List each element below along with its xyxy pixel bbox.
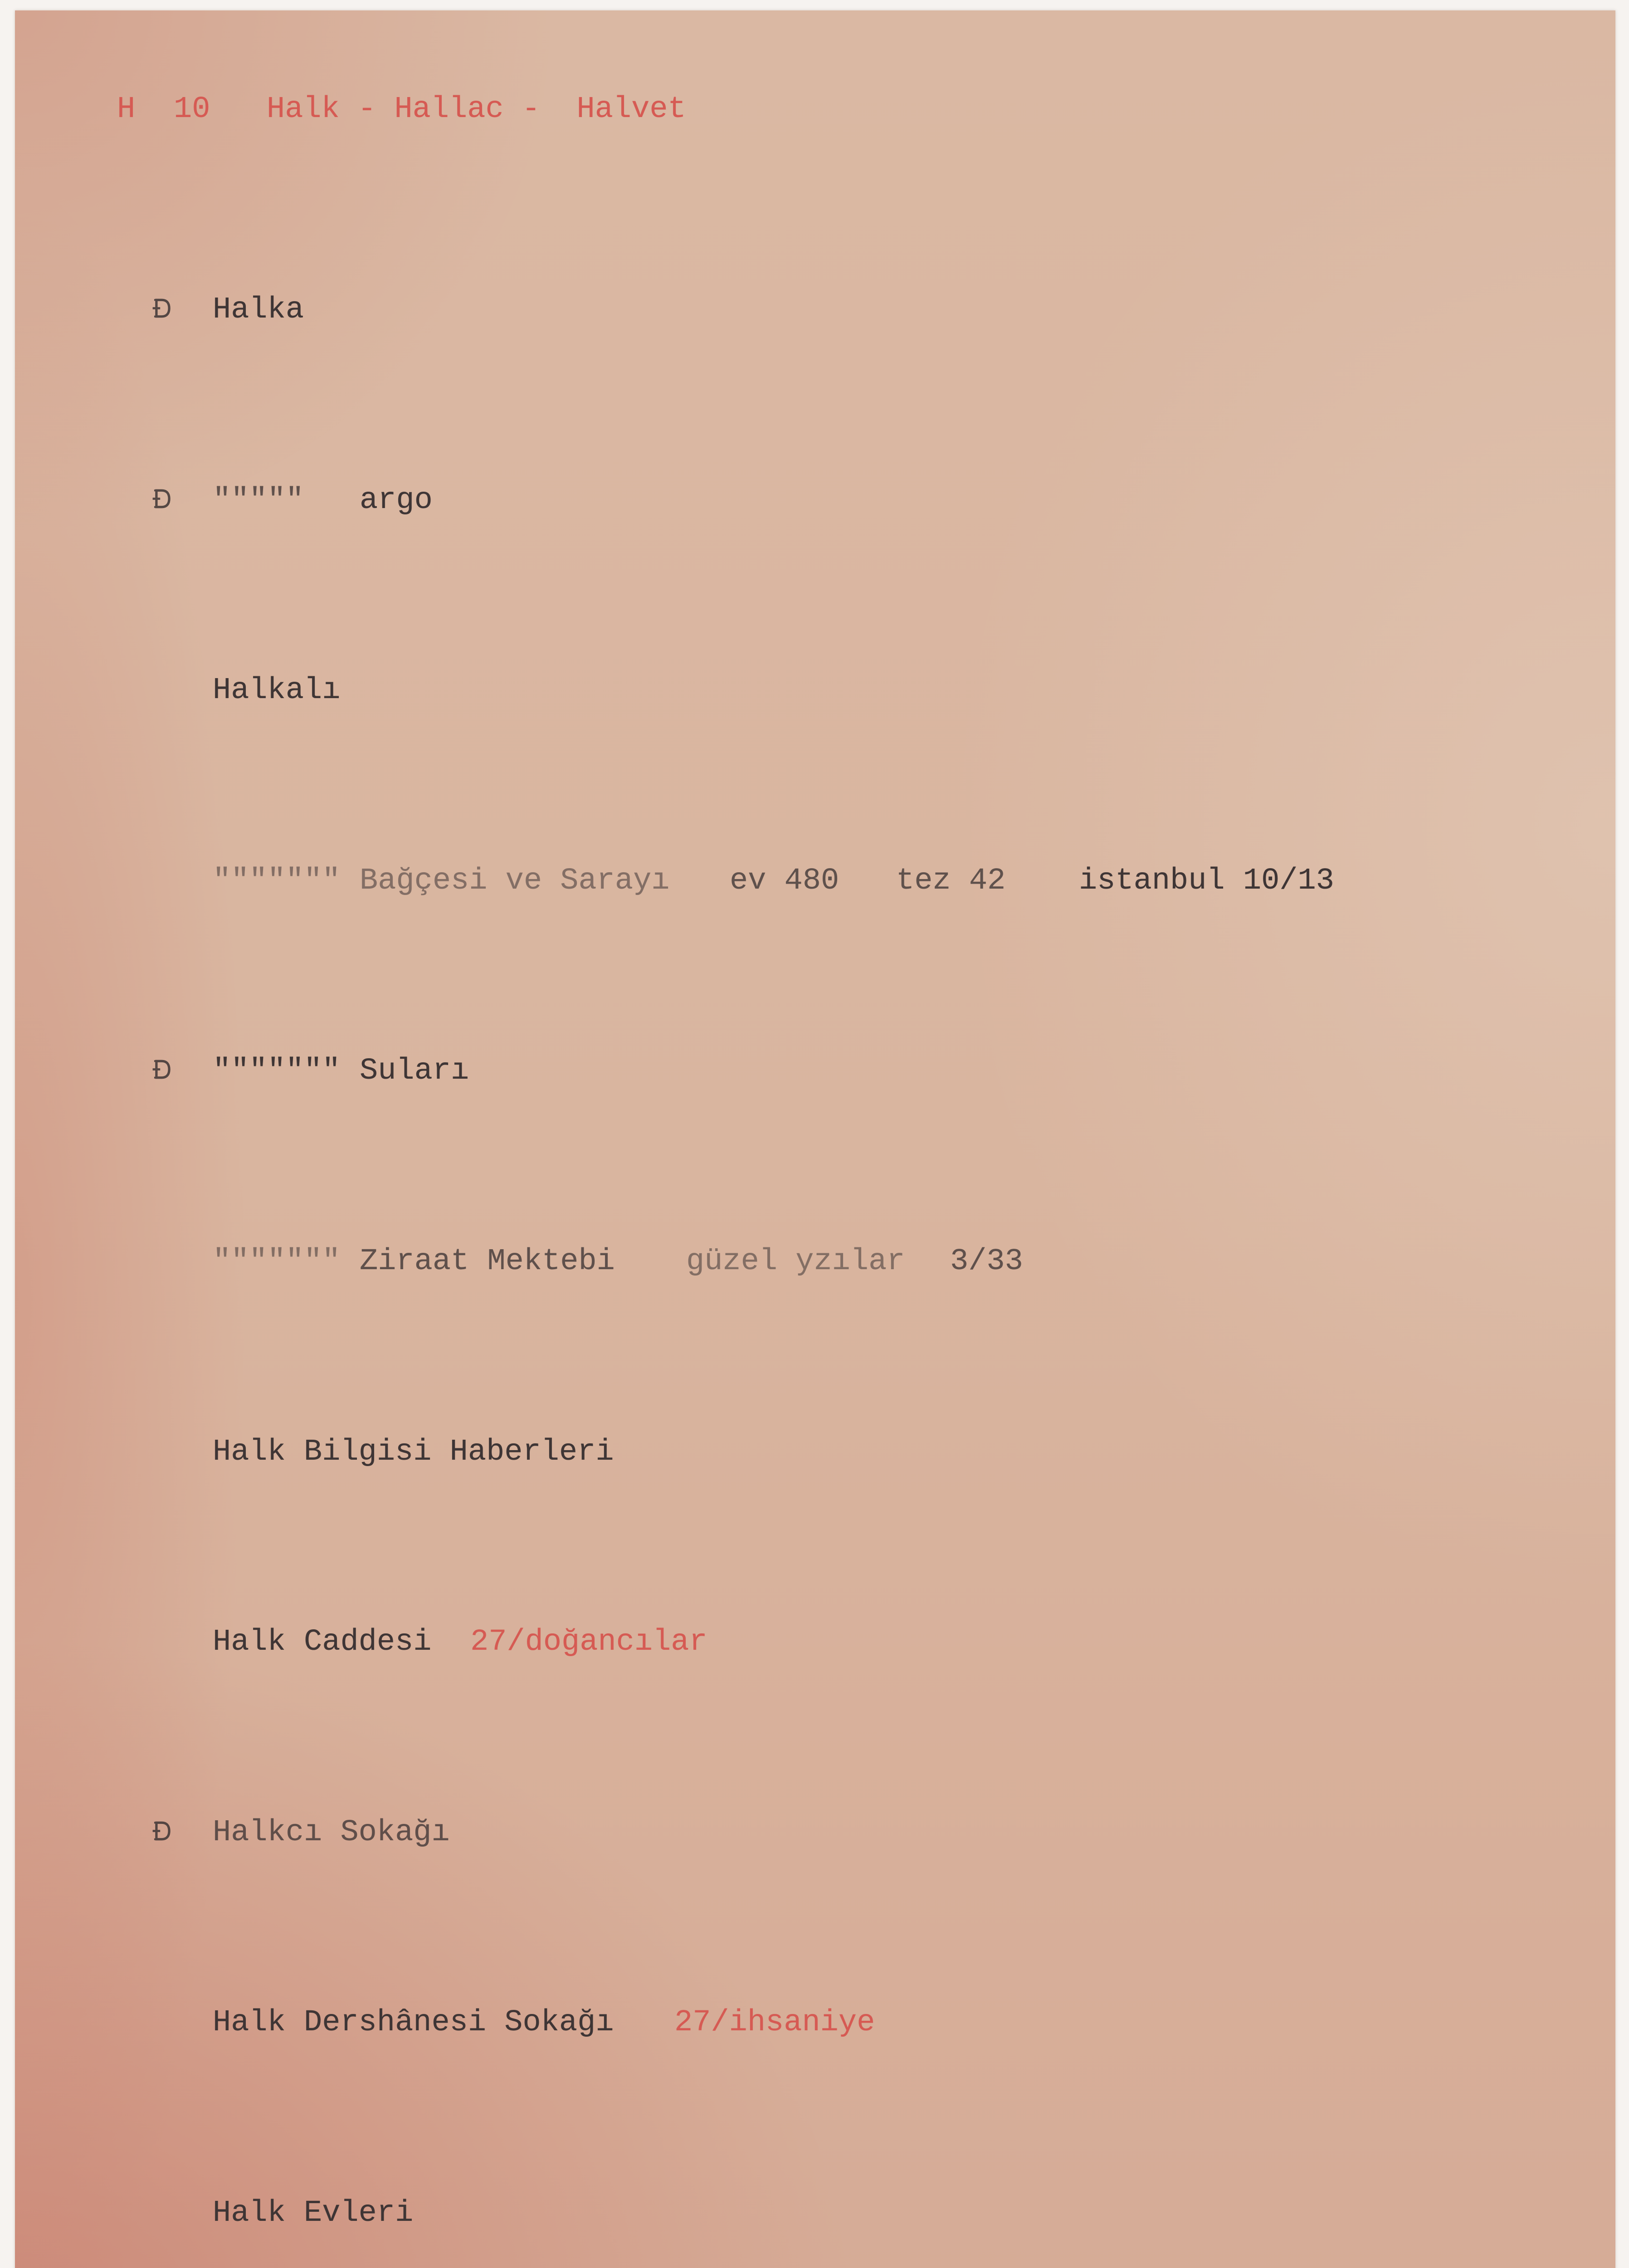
entry-row bbox=[0, 1814, 1629, 1860]
entry-term: Suları bbox=[360, 1054, 469, 1089]
entry-row bbox=[0, 1053, 1629, 1098]
ditto-marks: """"""" bbox=[213, 863, 341, 898]
entry-reference: 27/ihsaniye bbox=[674, 2005, 875, 2040]
d-mark-icon bbox=[150, 1819, 174, 1843]
index-list bbox=[0, 147, 1629, 2268]
entry-reference: 27/doğancılar bbox=[470, 1625, 707, 1660]
d-mark-icon bbox=[150, 487, 174, 511]
header-letter: H bbox=[117, 92, 136, 127]
entry-note: ev 480 bbox=[730, 863, 839, 898]
entry-row bbox=[0, 1624, 1629, 1669]
entry-row bbox=[0, 482, 1629, 528]
entry-term: Ziraat Mektebi bbox=[360, 1244, 615, 1279]
entry-row bbox=[0, 292, 1629, 337]
header-number: 10 bbox=[174, 92, 210, 127]
entry-term: Halkcı Sokağı bbox=[213, 1815, 450, 1850]
entry-row bbox=[0, 2195, 1629, 2240]
entry-row bbox=[0, 2004, 1629, 2050]
entry-note: tez 42 bbox=[896, 863, 1006, 898]
entry-term: Halka bbox=[213, 293, 304, 327]
entry-term: Halk Caddesi bbox=[213, 1625, 432, 1660]
entry-term: Halk Bilgisi Haberleri bbox=[213, 1434, 614, 1469]
entry-term: argo bbox=[360, 483, 433, 518]
entry-note: 3/33 bbox=[950, 1244, 1023, 1279]
page-header bbox=[0, 91, 1629, 127]
ditto-marks: """"""" bbox=[213, 1244, 341, 1279]
ditto-marks: """"" bbox=[213, 483, 304, 518]
entry-term: Halk Dershânesi Sokağı bbox=[213, 2005, 614, 2040]
entry-row bbox=[0, 672, 1629, 718]
entry-term: Halk Evleri bbox=[213, 2195, 414, 2230]
entry-term: Bağçesi ve Sarayı bbox=[360, 863, 670, 898]
entry-row bbox=[0, 863, 1629, 908]
d-mark-icon bbox=[150, 1057, 174, 1081]
entry-note: güzel yzılar bbox=[686, 1244, 905, 1279]
ditto-marks: """"""" bbox=[213, 1054, 341, 1089]
header-range: Halk - Hallac - Halvet bbox=[267, 92, 686, 127]
entry-note: istanbul 10/13 bbox=[1079, 863, 1334, 898]
entry-term: Halkalı bbox=[213, 673, 341, 708]
entry-row bbox=[0, 1434, 1629, 1479]
entry-row bbox=[0, 1243, 1629, 1289]
d-mark-icon bbox=[150, 296, 174, 320]
